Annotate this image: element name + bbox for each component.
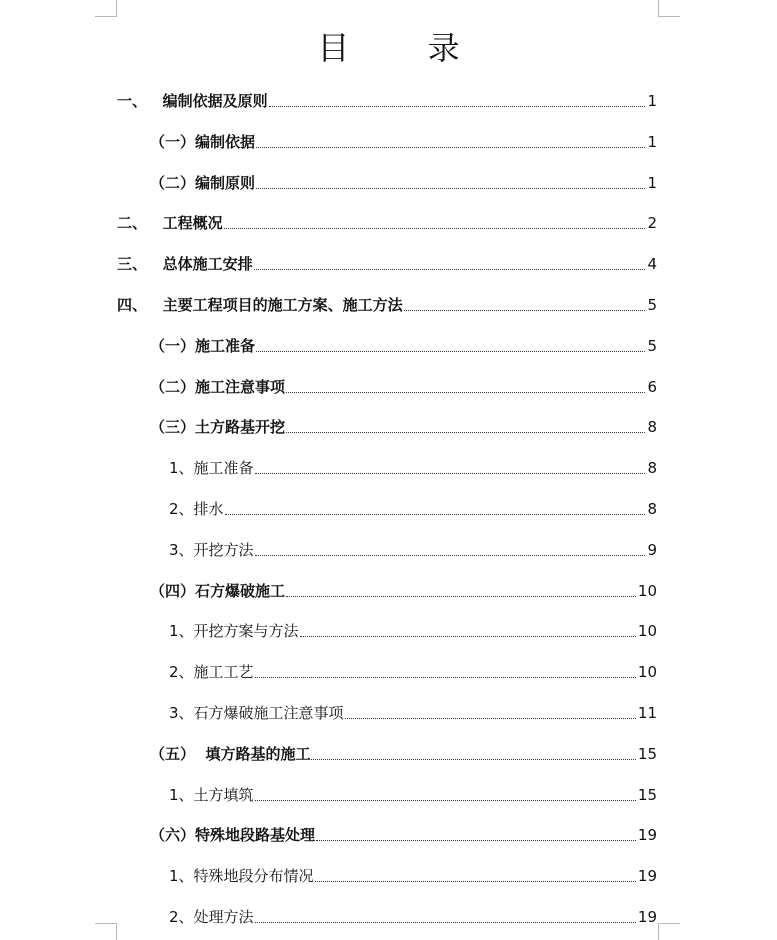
toc-title: 目 录 xyxy=(317,29,494,67)
dot-leader xyxy=(256,146,645,148)
dot-leader xyxy=(254,268,645,270)
toc-entry[interactable] xyxy=(150,128,657,152)
toc-entry-label: 3、石方爆破施工注意事项 xyxy=(169,704,344,722)
toc-entry[interactable] xyxy=(117,87,657,111)
toc-entry[interactable] xyxy=(169,617,657,641)
toc-entry-page-number: 5 xyxy=(647,336,657,355)
toc-entry-label: 1、土方填筑 xyxy=(169,785,254,804)
toc-entry[interactable] xyxy=(150,413,657,437)
toc-entry-label: （二）施工注意事项 xyxy=(150,377,286,396)
dot-leader xyxy=(315,880,636,882)
dot-leader xyxy=(300,635,636,637)
toc-entry-page-number: 5 xyxy=(647,296,657,314)
toc-entry[interactable] xyxy=(169,781,657,805)
toc-entry-label: 二、 工程概况 xyxy=(117,214,223,233)
toc-entry-page-number: 4 xyxy=(647,255,657,274)
toc-entry-page-number: 19 xyxy=(637,908,657,926)
toc-entry-label: （一）编制依据 xyxy=(150,132,256,151)
toc-entry[interactable] xyxy=(150,740,657,764)
dot-leader xyxy=(286,595,636,597)
toc-entry[interactable] xyxy=(150,577,657,601)
toc-entry-label: 四、 主要工程项目的施工方案、施工方法 xyxy=(117,296,403,314)
dot-leader xyxy=(256,187,645,189)
dot-leader xyxy=(255,799,636,801)
dot-leader xyxy=(311,758,635,760)
toc-entry[interactable] xyxy=(169,658,657,682)
toc-entry[interactable] xyxy=(169,903,657,927)
toc-entry-label: 一、 编制依据及原则 xyxy=(117,92,268,110)
dot-leader xyxy=(404,309,645,311)
toc-entry-page-number: 8 xyxy=(647,500,657,518)
toc-entry-label: （二）编制原则 xyxy=(150,173,256,192)
dot-leader xyxy=(269,105,645,107)
toc-entry[interactable] xyxy=(169,699,657,723)
toc-entry-label: 1、特殊地段分布情况 xyxy=(169,867,314,886)
toc-entry[interactable] xyxy=(150,821,657,845)
toc-entry-label: 3、开挖方法 xyxy=(169,540,254,559)
toc-entry-page-number: 15 xyxy=(637,785,657,804)
toc-entry[interactable] xyxy=(169,536,657,560)
dot-leader xyxy=(255,472,645,474)
toc-entry-label: （四）石方爆破施工 xyxy=(150,581,286,600)
dot-leader xyxy=(255,921,636,923)
toc-entry-page-number: 19 xyxy=(637,826,657,845)
dot-leader xyxy=(286,431,645,433)
toc-entry[interactable] xyxy=(117,291,657,315)
toc-entry-label: （六）特殊地段路基处理 xyxy=(150,826,316,845)
toc-entry-page-number: 8 xyxy=(647,459,657,478)
toc-entry[interactable] xyxy=(150,373,657,397)
toc-entry-page-number: 10 xyxy=(637,581,657,600)
toc-entry-page-number: 2 xyxy=(647,214,657,233)
toc-entry[interactable] xyxy=(169,495,657,519)
dot-leader xyxy=(224,227,645,229)
toc-entry-page-number: 11 xyxy=(637,704,657,722)
toc-entry-label: 2、排水 xyxy=(169,500,224,518)
toc-entry-label: 1、开挖方案与方法 xyxy=(169,622,299,641)
dot-leader xyxy=(286,391,645,393)
toc-entry-page-number: 1 xyxy=(647,92,657,110)
dot-leader xyxy=(256,350,645,352)
toc-entry-label: 1、施工准备 xyxy=(169,459,254,478)
toc-entry[interactable] xyxy=(169,862,657,886)
toc-entry-page-number: 1 xyxy=(647,132,657,151)
toc-entry-page-number: 1 xyxy=(647,173,657,192)
dot-leader xyxy=(345,717,636,719)
toc-entry-page-number: 6 xyxy=(647,377,657,396)
dot-leader xyxy=(255,676,636,678)
toc-entry[interactable] xyxy=(117,209,657,233)
toc-entry[interactable] xyxy=(117,250,657,274)
toc-entry[interactable] xyxy=(150,169,657,193)
toc-entry-page-number: 10 xyxy=(637,622,657,641)
toc-entry-label: （三）土方路基开挖 xyxy=(150,418,286,437)
toc-entry-page-number: 9 xyxy=(647,540,657,559)
toc-entry-page-number: 15 xyxy=(637,744,657,763)
toc-entry-label: （五） 填方路基的施工 xyxy=(150,744,311,763)
toc-entry-label: 三、 总体施工安排 xyxy=(117,255,253,274)
toc-entry-label: （一）施工准备 xyxy=(150,336,256,355)
toc-entry-page-number: 10 xyxy=(637,663,657,682)
dot-leader xyxy=(316,839,636,841)
toc-entry-page-number: 19 xyxy=(637,867,657,886)
toc-entry[interactable] xyxy=(150,332,657,356)
toc-entry-label: 2、施工工艺 xyxy=(169,663,254,682)
dot-leader xyxy=(225,513,645,515)
toc-entry-page-number: 8 xyxy=(647,418,657,437)
toc-entry-label: 2、处理方法 xyxy=(169,908,254,926)
toc-entry[interactable] xyxy=(169,454,657,478)
dot-leader xyxy=(255,554,645,556)
